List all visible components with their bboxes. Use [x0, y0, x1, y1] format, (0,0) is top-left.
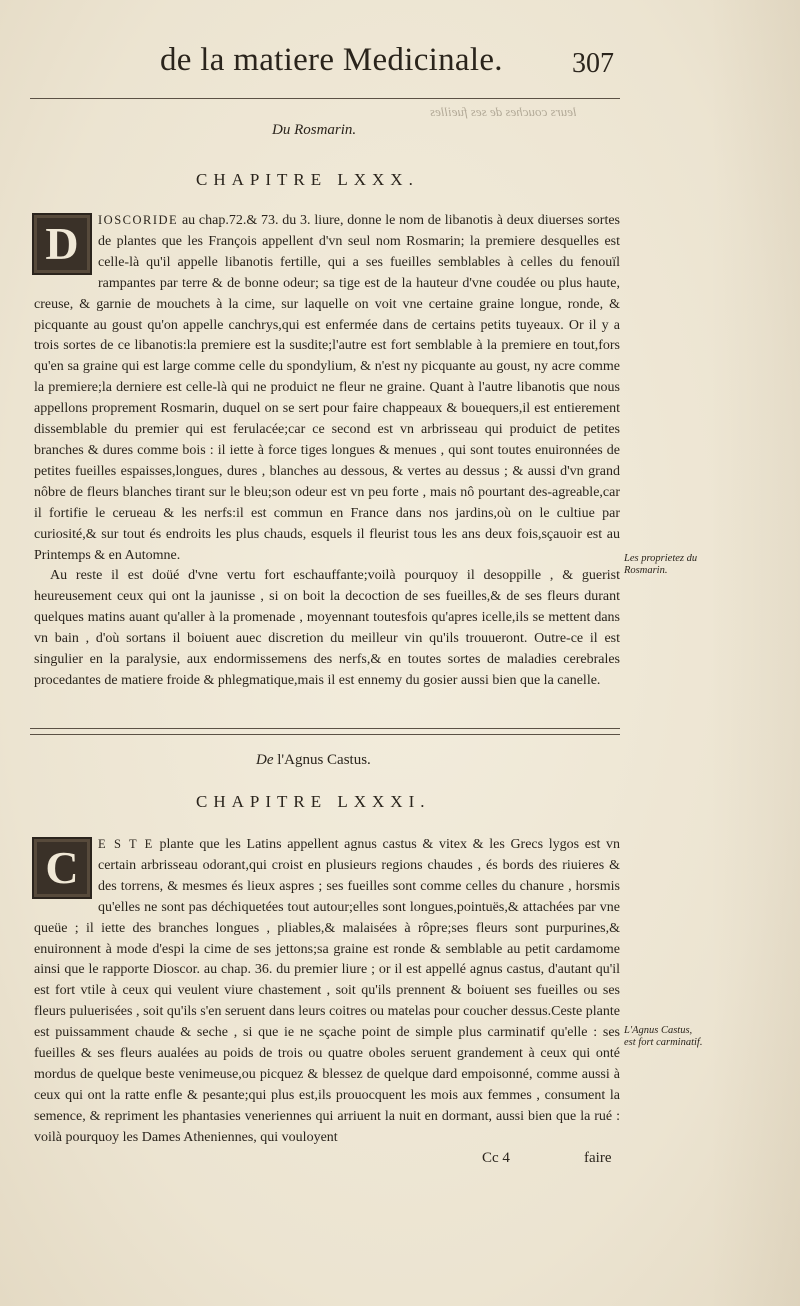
signature-mark: Cc 4 — [482, 1150, 510, 1166]
bleed-through-text: leurs couches de ses fueilles — [430, 104, 577, 119]
marginal-note-rosmarin: Les proprietez du Rosmarin. — [624, 553, 698, 576]
subtitle-name: l'Agnus Castus. — [277, 752, 371, 768]
subtitle-prefix: Du — [272, 122, 291, 138]
running-head: de la matiere Medicinale. — [160, 42, 503, 78]
page-edge-shadow — [710, 0, 800, 1306]
marginal-note-agnus-castus: L'Agnus Castus, est fort carminatif. — [624, 1025, 703, 1048]
header-rule — [30, 98, 620, 99]
chapter-81-heading: CHAPITRE LXXXI. — [196, 792, 431, 811]
subtitle-prefix: De — [256, 752, 274, 768]
chapter-80-subtitle — [272, 122, 356, 139]
dropcap-d: D — [32, 213, 92, 275]
chapter-81-body — [34, 834, 620, 1149]
chapter-80-paragraph-1: au chap.72.& 73. du 3. liure, donne le nom de libanotis à deux diuerses sortes de plantes que les François appellent d'vn seul nom Rosmarin; la premiere desquelles est celle-là qu'il appelle libanotis fertille, qui a ses fueilles semblables à celles du fenouïl rampantes par terre & de bonne odeur; sa tige est de la hauteur d'vne coudée ou plus haute, creuse, & garnie de mouchets à la cime, sur laquelle on voit vne certaine graine longue, ronde, & picquante au goust qu'on appelle canchrys,qui est enfermée dans de certains petits tuyeaux. Or il y a trois sortes de ce libanotis:la premiere est la susdite;l'autre est fort semblable à la premiere en tout,fors qu'en sa graine qui est large comme celle du spondylium, & n'est ny picquante au goust, ny acre comme la premiere;la derniere est celle-là qui ne produict ne fleur ne graine. Quant à l'autre libanotis que nous appellons proprement Rosmarin, duquel on se sert pour faire chappeaux & bouequers,il est entierement dissemblable du premier qui est ferulacée;car ce second est vn arbrisseau qui produict de petites branches & dures comme bois : il iette à force tiges longues & menues , qui sont toutes enuironnées de petites fueilles espaisses,longues, dures , blanches au dessous, & vertes au dessus ; & aussi d'vn grand nôbre de fleurs blanches tirant sur le bleu;son odeur est vn peu forte , mais nô pourtant des-agreable,car il fortifie le cerueau & les nerfs:il est commun en France dans nos jardins,où on le cultiue par curiosité,& sur tout és endroits les plus chauds, esquels il fleurist tous les ans deux fois,sçauoir est au Printemps & en Automne. — [34, 213, 621, 563]
chapter-80-paragraph-2: Au reste il est doüé d'vne vertu fort eschauffante;voilà pourquoy il desoppille , & guerist heureusement ceux qui ont la jaunisse , si on boit la decoction de ses fueilles,& de ses fleurs durant quelques matins auant qu'aller à la promenade , moyennant toutesfois qu'apres icelle,ils se mettent dans vn bain , d'où sortans il boiuent auec discretion du meilleur vin qu'ils trouueront. Outre-ce il est singulier en la paralysie, aux endormissemens des nerfs,& en toutes sortes de maladies cerebrales procedantes de matiere froide & phlegmatique,mais il est ennemy du gosier aussi bien que la canelle. — [34, 568, 620, 688]
lead-caps: IOSCORIDE — [98, 213, 179, 227]
page-number: 307 — [572, 48, 614, 79]
chapter-80-heading: CHAPITRE LXXX. — [196, 170, 419, 189]
subtitle-name: Rosmarin. — [294, 122, 357, 138]
chapter-81-subtitle — [256, 752, 371, 769]
catchword: faire — [584, 1150, 612, 1166]
section-rule-thin — [30, 734, 620, 735]
dropcap-c: C — [32, 837, 92, 899]
section-rule — [30, 728, 620, 729]
lead-caps: E S T E — [98, 837, 154, 851]
chapter-80-body — [34, 210, 620, 692]
chapter-81-paragraph-1: plante que les Latins appellent agnus castus & vitex & les Grecs lygos est vn certain arbrisseau odorant,qui croist en plusieurs regions chaudes , és bords des riuieres & des torrens, & mesmes és lieux aspres ; ses fueilles sont comme celles du chanure , horsmis qu'elles ne sont pas déchiquetées tout autour;elles sont longues,pointuës,& attachées par vne queüe ; il iette des branches longues , pliables,& malaisées à rôpre;ses fleurs sont purpurines,& enuironnent à mode d'espi la cime de ses jettons;sa graine est ronde & semblable au petit cardamome ainsi que le rapporte Dioscor. au chap. 36. du premier liure ; or il est appellé agnus castus, d'autant qu'il est fort vtile à ceux qui veulent viure chastement , soit qu'ils prennent & boiuent ses fueilles ou ses fleurs puluerisées , soit qu'ils s'en seruent dans leurs coitres ou matelas pour coucher dessus.Ceste plante est puissamment chaude & seche , si que ie ne sçache point de simple plus carminatif qu'elle : ses fueilles & ses fleurs aualées au poids de trois ou quatre oboles seruent grandement à ceux qui onté mordus de quelque beste venimeuse,ou picquez & blessez de quelque dard empoisonné, comme aussi à ceux qui ont la ratte enfle & pesante;qui plus est,ils prouocquent les mois aux femmes , consument la semence, & repriment les phantasies veneriennes qui arriuent la nuit en dormant, aussi bien que la rué : voilà pourquoy les Dames Atheniennes, qui vouloyent — [34, 837, 621, 1145]
